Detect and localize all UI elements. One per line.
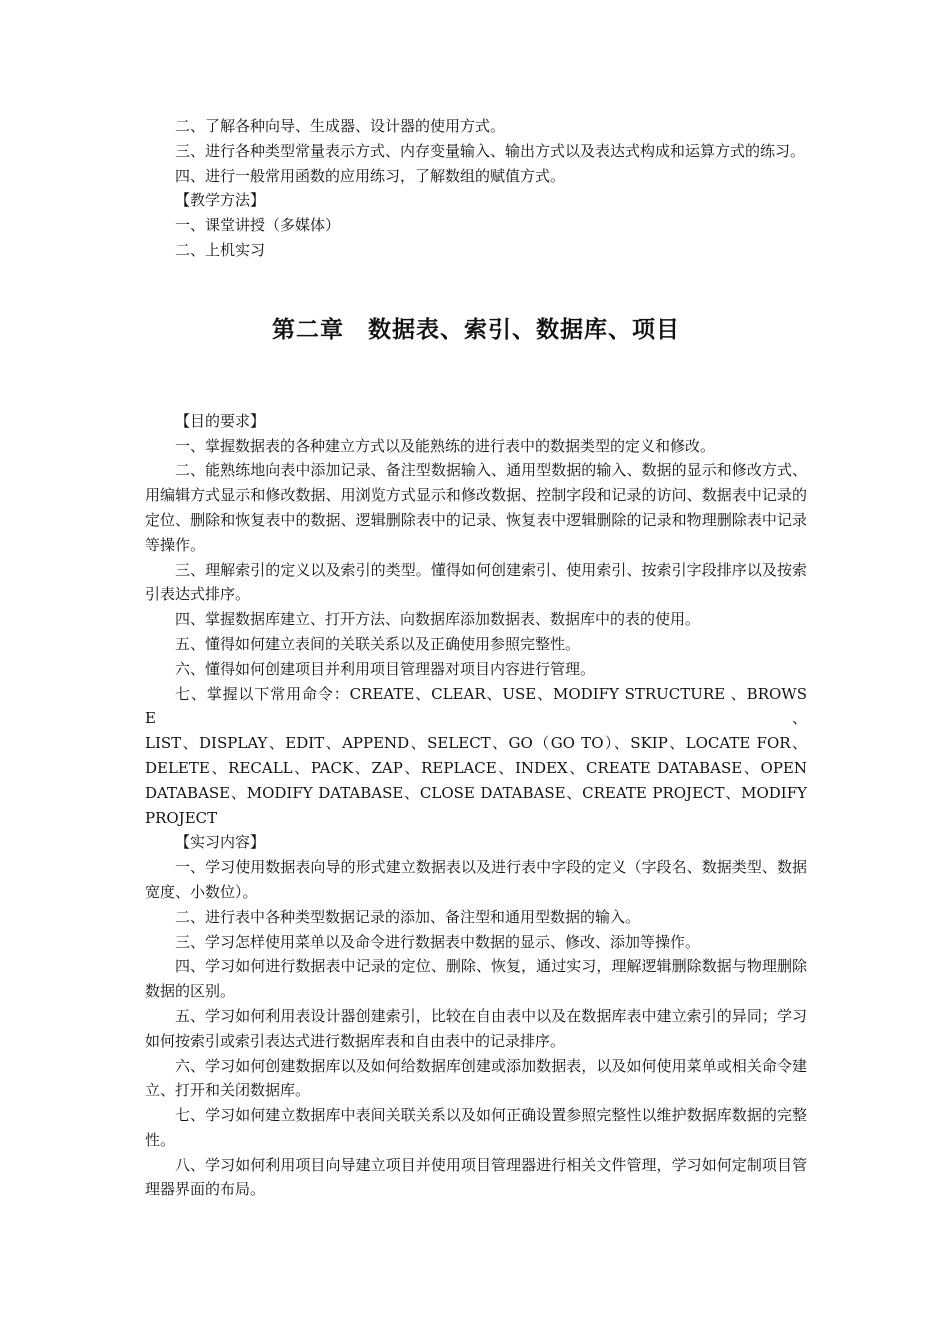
objective-item: 五、懂得如何建立表间的关联关系以及正确使用参照完整性。 [175,634,581,653]
objective-item: 四、掌握数据库建立、打开方法、向数据库添加数据表、数据库中的表的使用。 [175,610,701,629]
intro-item: 二、了解各种向导、生成器、设计器的使用方式。 [175,117,506,135]
objective-item: 一、掌握数据表的各种建立方式以及能熟练的进行表中的数据类型的定义和修改。 [175,436,716,455]
practice-item: 五、学习如何利用表设计器创建索引，比较在自由表中以及在数据库表中建立索引的异同；学习如何按索引或索引表达式进行数据库表和自由表中的记录排序。 [145,1006,807,1050]
command-line: DATABASE、MODIFY DATABASE、CLOSE DATABASE、CREATE PROJECT、MODIFY [145,783,807,802]
document-page [145,114,807,1202]
practice-item: 四、学习如何进行数据表中记录的定位、删除、恢复，通过实习，理解逻辑删除数据与物理删除数据的区别。 [145,957,807,1001]
practice-item: 二、进行表中各种类型数据记录的添加、备注型和通用型数据的输入。 [175,907,641,926]
teaching-method-item: 一、课堂讲授（多媒体） [175,216,341,235]
objective-item: 六、懂得如何创建项目并利用项目管理器对项目内容进行管理。 [175,659,596,678]
intro-item: 三、进行各种类型常量表示方式、内存变量输入、输出方式以及表达式构成和运算方式的练习。 [175,141,806,160]
command-line: PROJECT [145,808,218,827]
command-line: LIST、DISPLAY、EDIT、APPEND、SELECT、GO（GO TO）、SKIP、LOCATE FOR、 [145,734,807,753]
practice-item: 八、学习如何利用项目向导建立项目并使用项目管理器进行相关文件管理，学习如何定制项目管理器界面的布局。 [145,1155,807,1199]
teaching-method-item: 二、上机实习 [175,240,266,259]
practice-item: 三、学习怎样使用菜单以及命令进行数据表中数据的显示、修改、添加等操作。 [175,932,701,951]
chapter-title: 第二章 数据表、索引、数据库、项目 [272,315,680,343]
objective-item: 二、能熟练地向表中添加记录、备注型数据输入、通用型数据的输入、数据的显示和修改方式、用编辑方式显示和修改数据、用浏览方式显示和修改数据、控制字段和记录的访问、数据表中记录的定位、删除和恢复表中的数据、逻辑删除表中的记录、恢复表中逻辑删除的记录和物理删除表中记录等操作。 [145,461,807,554]
objectives-heading: 【目的要求】 [175,411,266,430]
practice-item: 七、学习如何建立数据库中表间关联关系以及如何正确设置参照完整性以维护数据库数据的完整性。 [145,1106,807,1149]
intro-item: 四、进行一般常用函数的应用练习，了解数组的赋值方式。 [175,166,566,185]
command-line: DELETE、RECALL、PACK、ZAP、REPLACE、INDEX、CREATE DATABASE、OPEN [145,758,807,777]
practice-heading: 【实习内容】 [175,833,266,852]
command-line: 七、掌握以下常用命令：CREATE、CLEAR、USE、MODIFY STRUCTURE 、BROWSE、 [145,684,807,728]
practice-item: 一、学习使用数据表向导的形式建立数据表以及进行表中字段的定义（字段名、数据类型、数据宽度、小数位）。 [145,858,807,901]
practice-item: 六、学习如何创建数据库以及如何给数据库创建或添加数据表，以及如何使用菜单或相关命令建立、打开和关闭数据库。 [145,1056,807,1100]
objective-commands [145,682,807,831]
objective-item: 三、理解索引的定义以及索引的类型。懂得如何创建索引、使用索引、按索引字段排序以及按索引表达式排序。 [145,560,807,604]
teaching-method-heading: 【教学方法】 [175,191,266,210]
